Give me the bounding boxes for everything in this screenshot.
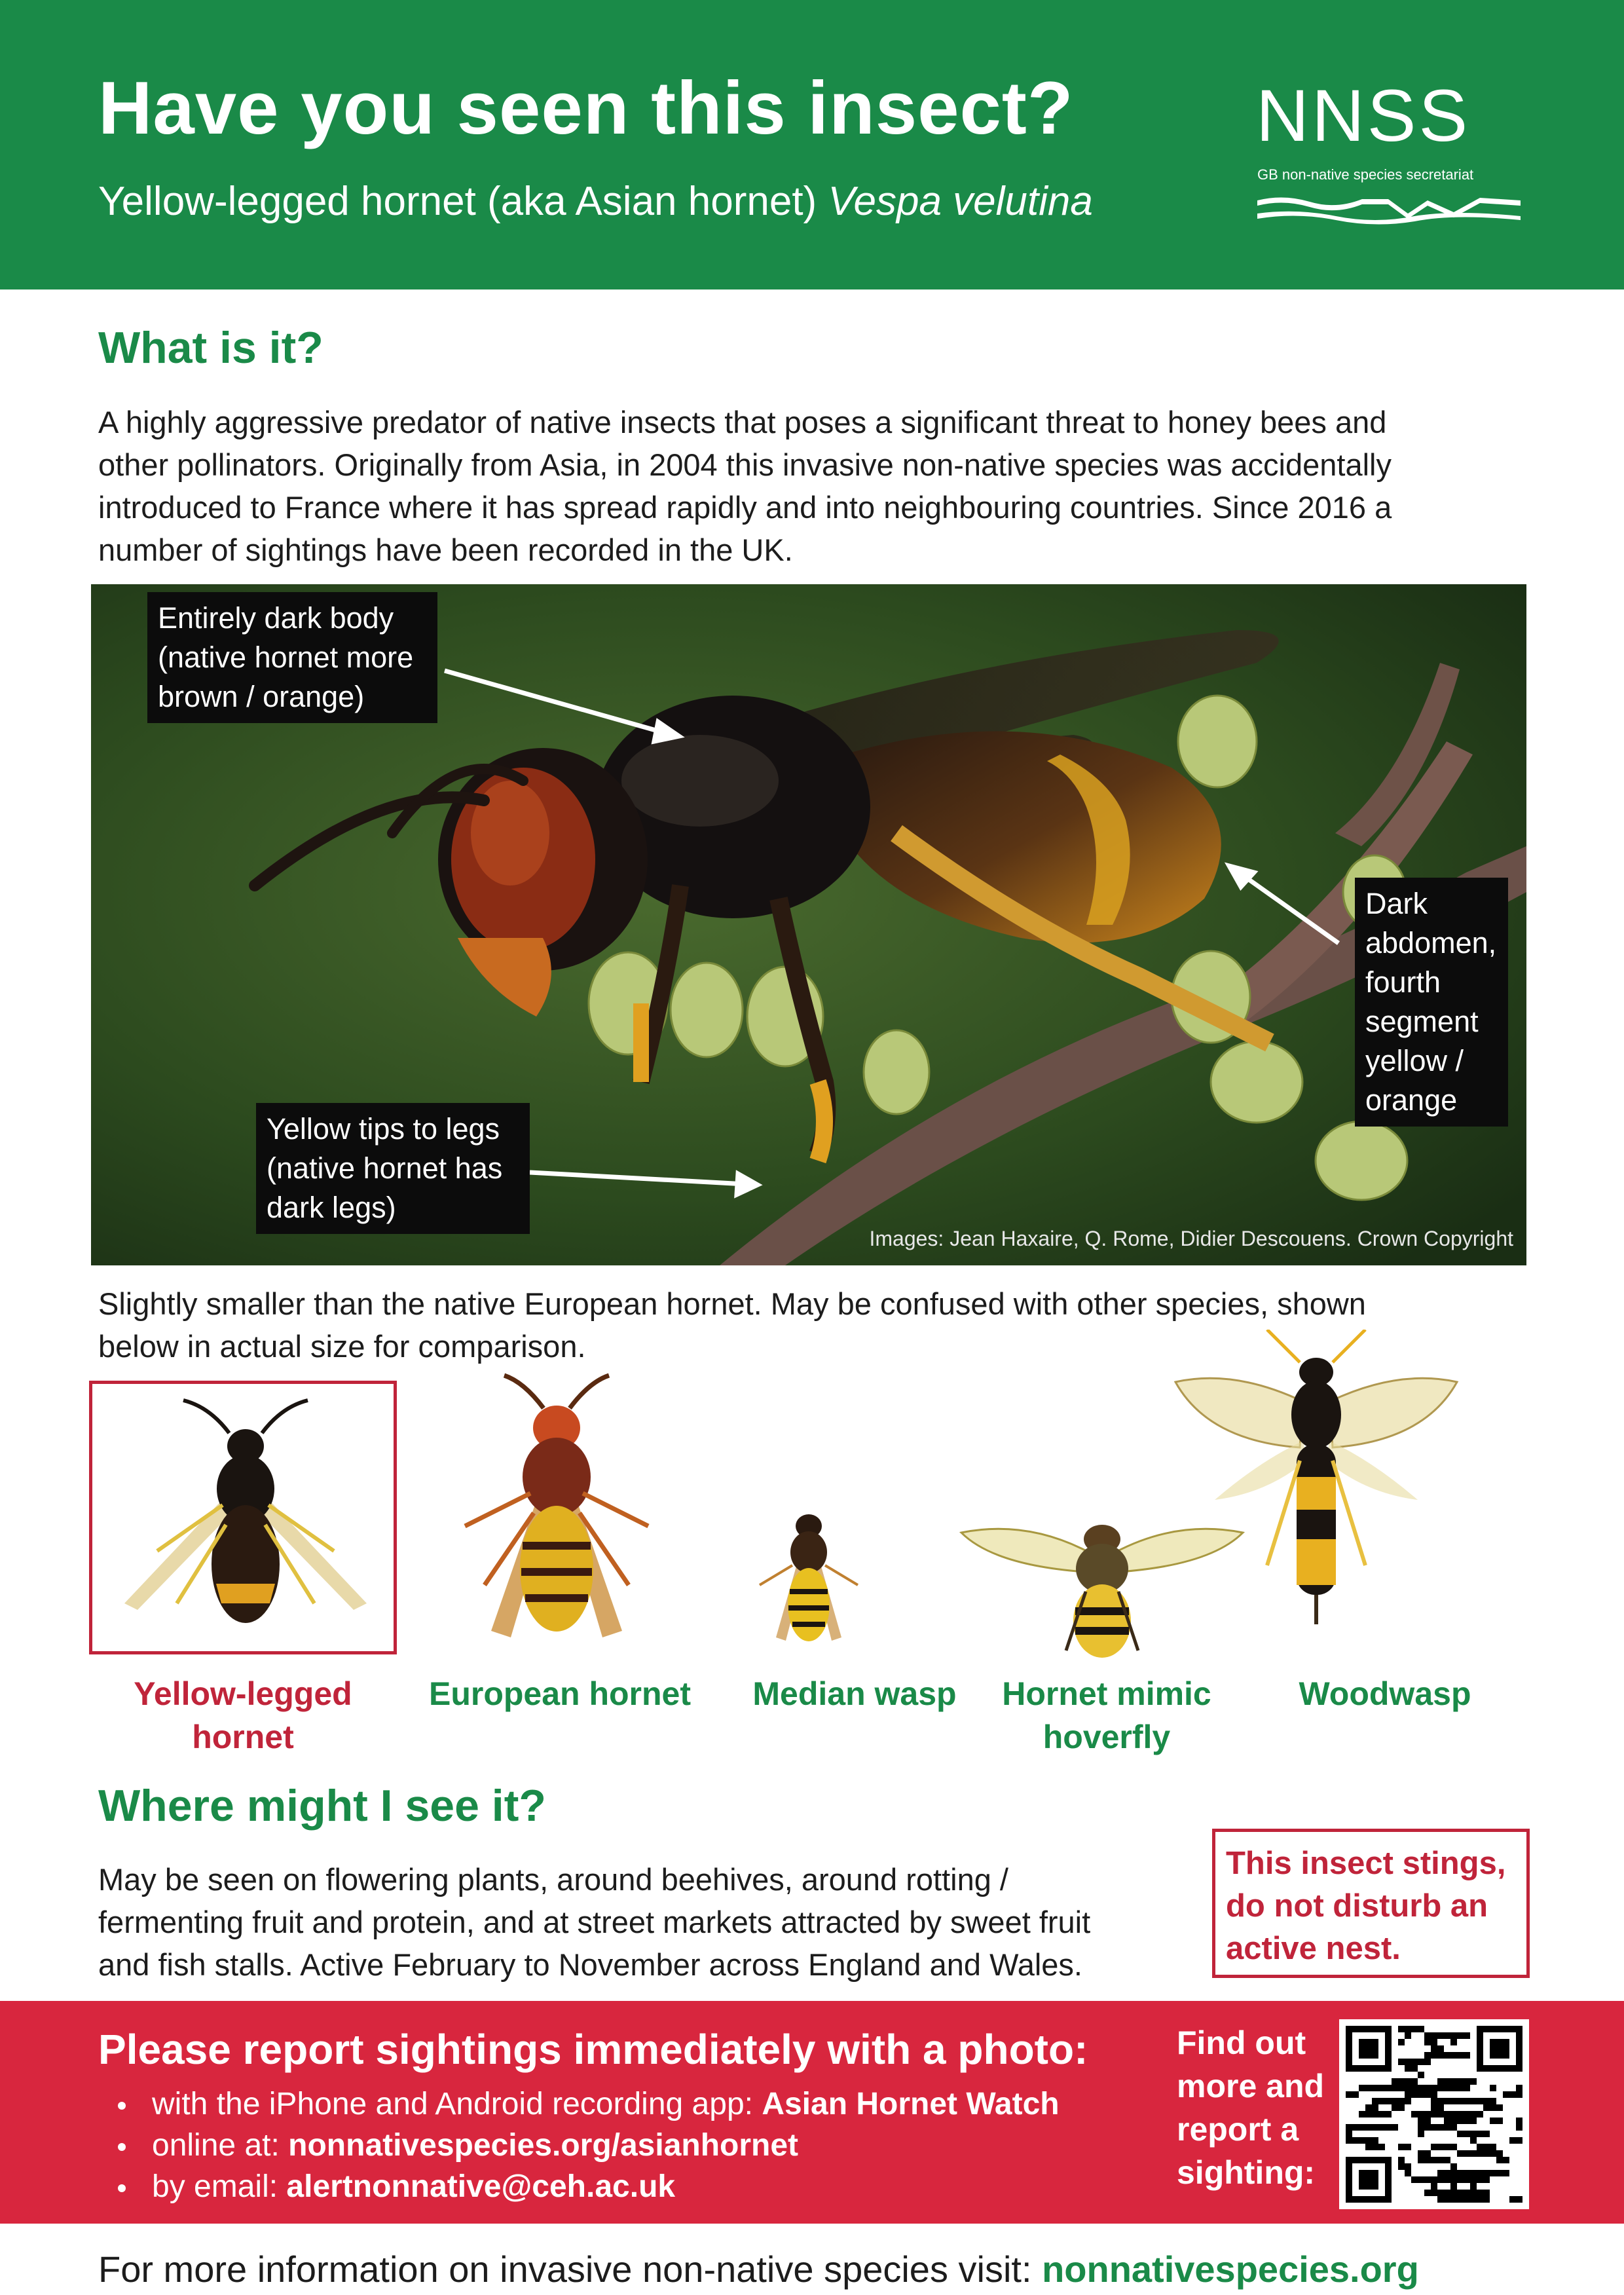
page-title: Have you seen this insect? bbox=[98, 67, 1074, 150]
bullet-text: online at: bbox=[152, 2128, 289, 2163]
paragraph-line: May be seen on flowering plants, around beehives, around rotting / bbox=[98, 1862, 1008, 1897]
report-bullet-online bbox=[118, 2127, 798, 2163]
species-label-hoverfly bbox=[963, 1672, 1251, 1759]
callout-line: orange bbox=[1365, 1083, 1458, 1117]
callout-yellow-legs bbox=[256, 1103, 530, 1234]
woodwasp-image bbox=[1169, 1330, 1464, 1637]
species-label-line: Hornet mimic bbox=[1002, 1675, 1211, 1712]
paragraph-line: Slightly smaller than the native European hornet. May be confused with other species, shown bbox=[98, 1286, 1366, 1321]
photo-credit: Images: Jean Haxaire, Q. Rome, Didier Descouens. Crown Copyright bbox=[869, 1227, 1513, 1250]
report-bullet-app bbox=[118, 2086, 1060, 2122]
species-label-line: Woodwasp bbox=[1299, 1675, 1471, 1712]
find-out-more-text bbox=[1177, 2021, 1324, 2194]
callout-dark-abdomen bbox=[1355, 878, 1508, 1127]
species-label-woodwasp bbox=[1244, 1672, 1526, 1715]
bullet-text: by email: bbox=[152, 2169, 287, 2204]
bullet-icon bbox=[118, 2102, 126, 2110]
callout-line: (native hornet has bbox=[267, 1151, 503, 1185]
sting-warning-text bbox=[1226, 1842, 1516, 1970]
footer-link[interactable]: nonnativespecies.org bbox=[1042, 2248, 1419, 2290]
callout-line: fourth bbox=[1365, 965, 1441, 999]
nnss-logo-waves bbox=[1257, 194, 1521, 225]
warning-line: do not disturb an bbox=[1226, 1888, 1488, 1924]
callout-line: brown / orange) bbox=[158, 680, 365, 713]
species-label-line: hornet bbox=[192, 1719, 294, 1755]
species-label-line: Yellow-legged bbox=[134, 1675, 352, 1712]
app-name-link[interactable]: Asian Hornet Watch bbox=[762, 2087, 1060, 2121]
findout-line: sighting: bbox=[1177, 2154, 1316, 2191]
paragraph-line: introduced to France where it has spread rapidly and into neighbouring countries. Since 2016 a bbox=[98, 490, 1392, 525]
where-heading: Where might I see it? bbox=[98, 1781, 546, 1831]
paragraph-line: number of sightings have been recorded in the UK. bbox=[98, 532, 793, 567]
findout-line: more and bbox=[1177, 2068, 1325, 2104]
paragraph-line: A highly aggressive predator of native insects that poses a significant threat to honey bees and bbox=[98, 405, 1387, 439]
callout-line: Entirely dark body bbox=[158, 601, 394, 635]
callout-line: abdomen, bbox=[1365, 926, 1497, 960]
species-label-line: hoverfly bbox=[1043, 1719, 1171, 1755]
report-bullet-email bbox=[118, 2169, 675, 2205]
callout-line: Dark bbox=[1365, 887, 1428, 920]
callout-line: Yellow tips to legs bbox=[267, 1112, 500, 1146]
paragraph-line: and fish stalls. Active February to November across England and Wales. bbox=[98, 1947, 1082, 1982]
yellow-legged-hornet-image bbox=[98, 1387, 393, 1649]
paragraph-line: fermenting fruit and protein, and at street markets attracted by sweet fruit bbox=[98, 1905, 1091, 1939]
qr-code-icon bbox=[1339, 2019, 1529, 2209]
nnss-logo: NNSS bbox=[1256, 75, 1471, 157]
species-label-median-wasp bbox=[724, 1672, 986, 1715]
bullet-icon bbox=[118, 2143, 126, 2151]
where-paragraph bbox=[98, 1858, 1211, 1986]
report-title: Please report sightings immediately with a photo: bbox=[98, 2026, 1088, 2073]
callout-line: (native hornet more bbox=[158, 641, 414, 674]
findout-line: report a bbox=[1177, 2111, 1299, 2148]
species-label-european-hornet bbox=[406, 1672, 714, 1715]
species-label-line: European hornet bbox=[428, 1675, 692, 1712]
callout-line: yellow / bbox=[1365, 1044, 1464, 1077]
hornet-photo bbox=[91, 584, 1526, 1265]
european-hornet-image bbox=[445, 1369, 668, 1657]
sting-warning-box bbox=[1212, 1829, 1530, 1978]
paragraph-line: below in actual size for comparison. bbox=[98, 1329, 586, 1364]
bullet-icon bbox=[118, 2184, 126, 2192]
findout-line: Find out bbox=[1177, 2024, 1306, 2061]
page-subtitle bbox=[98, 178, 1093, 225]
bullet-text: with the iPhone and Android recording app: bbox=[152, 2087, 762, 2121]
footer-label: For more information on invasive non-native species visit: bbox=[98, 2248, 1043, 2290]
subtitle-latin-name: Vespa velutina bbox=[828, 179, 1093, 224]
qr-code[interactable] bbox=[1339, 2019, 1529, 2209]
species-label-line: Median wasp bbox=[752, 1675, 957, 1712]
warning-line: This insect stings, bbox=[1226, 1846, 1506, 1881]
callout-line: segment bbox=[1365, 1005, 1479, 1038]
median-wasp-image bbox=[747, 1500, 871, 1664]
warning-line: active nest. bbox=[1226, 1931, 1401, 1966]
website-link[interactable]: nonnativespecies.org/asianhornet bbox=[288, 2128, 799, 2163]
what-is-it-paragraph bbox=[98, 401, 1539, 571]
footer-text bbox=[98, 2248, 1419, 2290]
what-is-it-heading: What is it? bbox=[98, 323, 323, 373]
paragraph-line: other pollinators. Originally from Asia, in 2004 this invasive non-native species was accidentally bbox=[98, 447, 1392, 482]
email-link[interactable]: alertnonnative@ceh.ac.uk bbox=[286, 2169, 676, 2204]
nnss-logo-subtitle: GB non-native species secretariat bbox=[1257, 166, 1474, 183]
species-label-yellow-legged-hornet bbox=[89, 1672, 397, 1759]
callout-dark-body bbox=[147, 592, 437, 723]
subtitle-common-name: Yellow-legged hornet (aka Asian hornet) bbox=[98, 179, 817, 224]
callout-line: dark legs) bbox=[267, 1191, 396, 1224]
